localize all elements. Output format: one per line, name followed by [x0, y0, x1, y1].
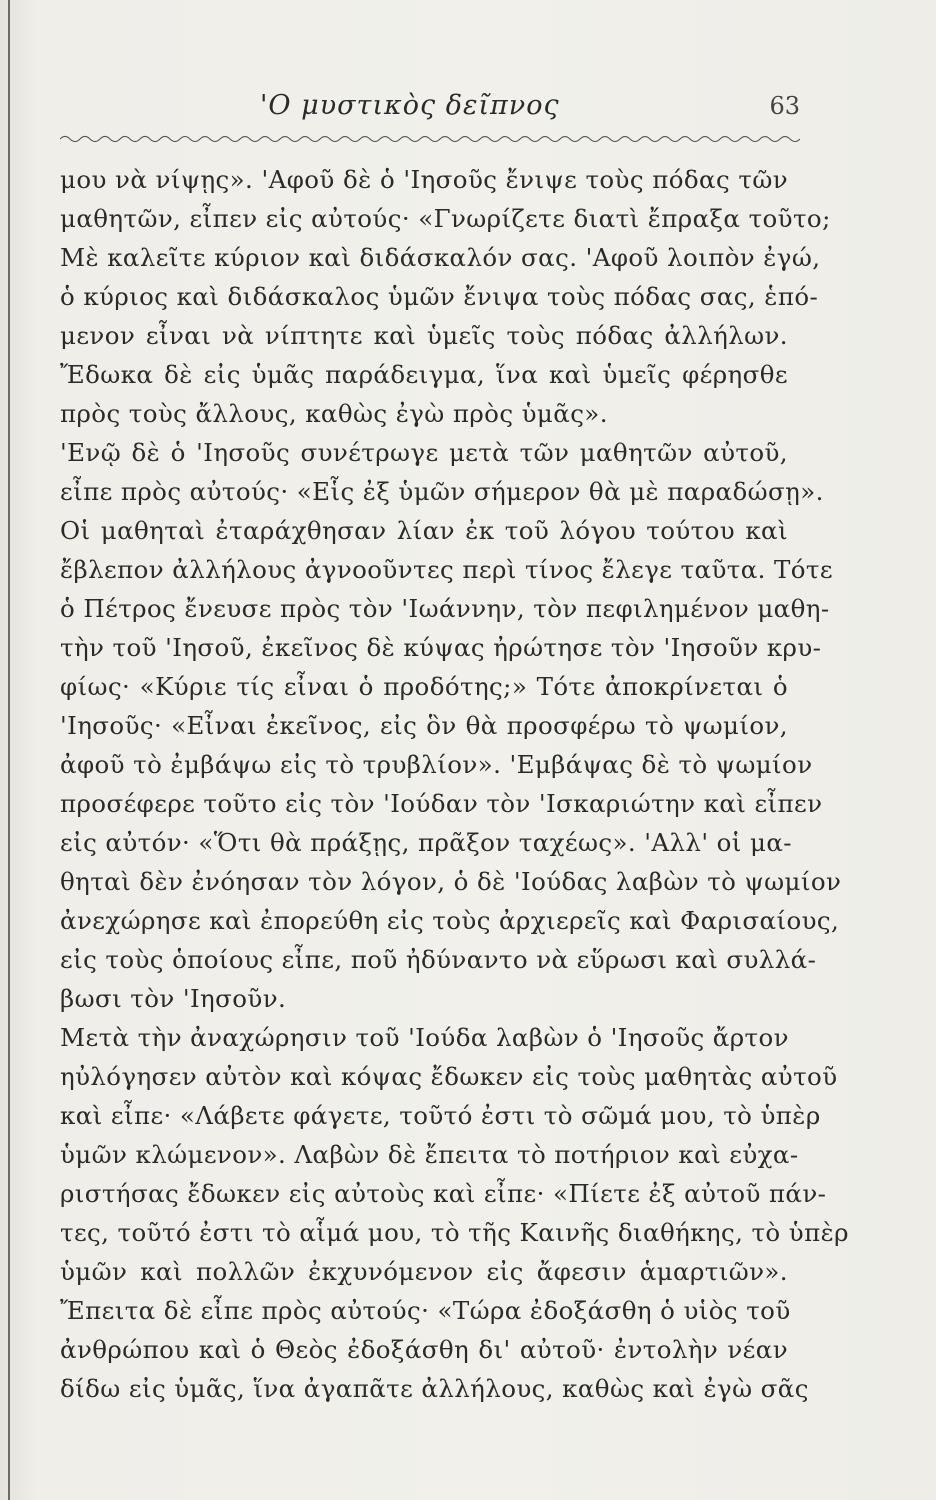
- text-line: φίως· «Κύριε τίς εἶναι ὁ προδότης;» Τότε ἀποκρίνεται ὁ: [60, 672, 788, 701]
- text-line: Ἔπειτα δὲ εἶπε πρὸς αὐτούς· «Τώρα ἐδοξάσθη ὁ υἱὸς τοῦ: [60, 1296, 791, 1325]
- text-line: Μὲ καλεῖτε κύριον καὶ διδάσκαλόν σας. 'Αφοῦ λοιπὸν ἐγώ,: [60, 243, 821, 272]
- text-line: ὁ Πέτρος ἔνευσε πρὸς τὸν 'Ιωάννην, τὸν πεφιλημένον μαθη-: [60, 594, 830, 623]
- text-line: ἀφοῦ τὸ ἐμβάψω εἰς τὸ τρυβλίον». 'Εμβάψας δὲ τὸ ψωμίον: [60, 750, 813, 779]
- text-line: εἶπε πρὸς αὐτούς· «Εἷς ἐξ ὑμῶν σήμερον θὰ μὲ παραδώσῃ».: [60, 477, 824, 506]
- text-line: εἰς αὐτόν· «Ὅτι θὰ πράξῃς, πρᾶξον ταχέως». 'Αλλ' οἱ μα-: [60, 828, 792, 857]
- text-line: Οἱ μαθηταὶ ἐταράχθησαν λίαν ἐκ τοῦ λόγου τούτου καὶ: [60, 516, 788, 545]
- text-line: θηταὶ δὲν ἐνόησαν τὸν λόγον, ὁ δὲ 'Ιούδας λαβὼν τὸ ψωμίον: [60, 867, 842, 896]
- text-line: ὁ κύριος καὶ διδάσκαλος ὑμῶν ἔνιψα τοὺς πόδας σας, ἑπό-: [60, 282, 819, 311]
- text-line: τες, τοῦτό ἐστι τὸ αἷμά μου, τὸ τῆς Καινῆς διαθήκης, τὸ ὑπὲρ: [60, 1218, 849, 1247]
- text-line: ριστήσας ἔδωκεν εἰς αὐτοὺς καὶ εἶπε· «Πίετε ἐξ αὐτοῦ πάν-: [60, 1179, 827, 1208]
- text-line: προσέφερε τοῦτο εἰς τὸν 'Ιούδαν τὸν 'Ισκαριώτην καὶ εἶπεν: [60, 789, 823, 818]
- text-line: μαθητῶν, εἶπεν εἰς αὐτούς· «Γνωρίζετε διατὶ ἔπραξα τοῦτο;: [60, 204, 831, 233]
- text-line: δίδω εἰς ὑμᾶς, ἵνα ἀγαπᾶτε ἀλλήλους, καθὼς καὶ ἐγὼ σᾶς: [60, 1374, 809, 1403]
- text-line: μου νὰ νίψῃς». 'Αφοῦ δὲ ὁ 'Ιησοῦς ἔνιψε τοὺς πόδας τῶν: [60, 165, 788, 194]
- text-line: 'Ιησοῦς· «Εἶναι ἐκεῖνος, εἰς ὃν θὰ προσφέρω τὸ ψωμίον,: [60, 711, 788, 740]
- text-line: 'Ενῷ δὲ ὁ 'Ιησοῦς συνέτρωγε μετὰ τῶν μαθητῶν αὐτοῦ,: [60, 438, 788, 467]
- body-text: [60, 160, 849, 1408]
- text-line: ἔβλεπον ἀλλήλους ἀγνοοῦντες περὶ τίνος ἔλεγε ταῦτα. Τότε: [60, 555, 833, 584]
- text-line: πρὸς τοὺς ἄλλους, καθὼς ἐγὼ πρὸς ὑμᾶς».: [60, 399, 608, 428]
- text-line: ὑμῶν κλώμενον». Λαβὼν δὲ ἔπειτα τὸ ποτήριον καὶ εὐχα-: [60, 1140, 799, 1169]
- text-line: ἀνθρώπου καὶ ὁ Θεὸς ἐδοξάσθη δι' αὐτοῦ· ἐντολὴν νέαν: [60, 1335, 788, 1364]
- text-line: ἀνεχώρησε καὶ ἐπορεύθη εἰς τοὺς ἀρχιερεῖς καὶ Φαρισαίους,: [60, 906, 840, 935]
- running-head: [60, 90, 800, 130]
- text-line: καὶ εἶπε· «Λάβετε φάγετε, τοῦτό ἐστι τὸ σῶμά μου, τὸ ὑπὲρ: [60, 1101, 821, 1130]
- text-line: ὑμῶν καὶ πολλῶν ἐκχυνόμενον εἰς ἄφεσιν ἁμαρτιῶν».: [60, 1257, 788, 1286]
- page-number: 63: [769, 92, 800, 120]
- text-line: εἰς τοὺς ὁποίους εἶπε, ποῦ ἠδύναντο νὰ εὕρωσι καὶ συλλά-: [60, 945, 817, 974]
- text-line: Μετὰ τὴν ἀναχώρησιν τοῦ 'Ιούδα λαβὼν ὁ 'Ιησοῦς ἄρτον: [60, 1023, 789, 1052]
- text-line: βωσι τὸν 'Ιησοῦν.: [60, 984, 287, 1013]
- text-line: Ἔδωκα δὲ εἰς ὑμᾶς παράδειγμα, ἵνα καὶ ὑμεῖς φέρησθε: [60, 360, 788, 389]
- text-line: τὴν τοῦ 'Ιησοῦ, ἐκεῖνος δὲ κύψας ἠρώτησε τὸν 'Ιησοῦν κρυ-: [60, 633, 822, 662]
- wavy-ornament-rule: [60, 132, 800, 146]
- text-line: μενον εἶναι νὰ νίπτητε καὶ ὑμεῖς τοὺς πόδας ἀλλήλων.: [60, 321, 788, 350]
- running-head-title: 'Ο μυστικὸς δεῖπνος: [260, 90, 560, 121]
- page-edge-rule: [8, 0, 10, 1500]
- text-line: ηὐλόγησεν αὐτὸν καὶ κόψας ἔδωκεν εἰς τοὺς μαθητὰς αὐτοῦ: [60, 1062, 838, 1091]
